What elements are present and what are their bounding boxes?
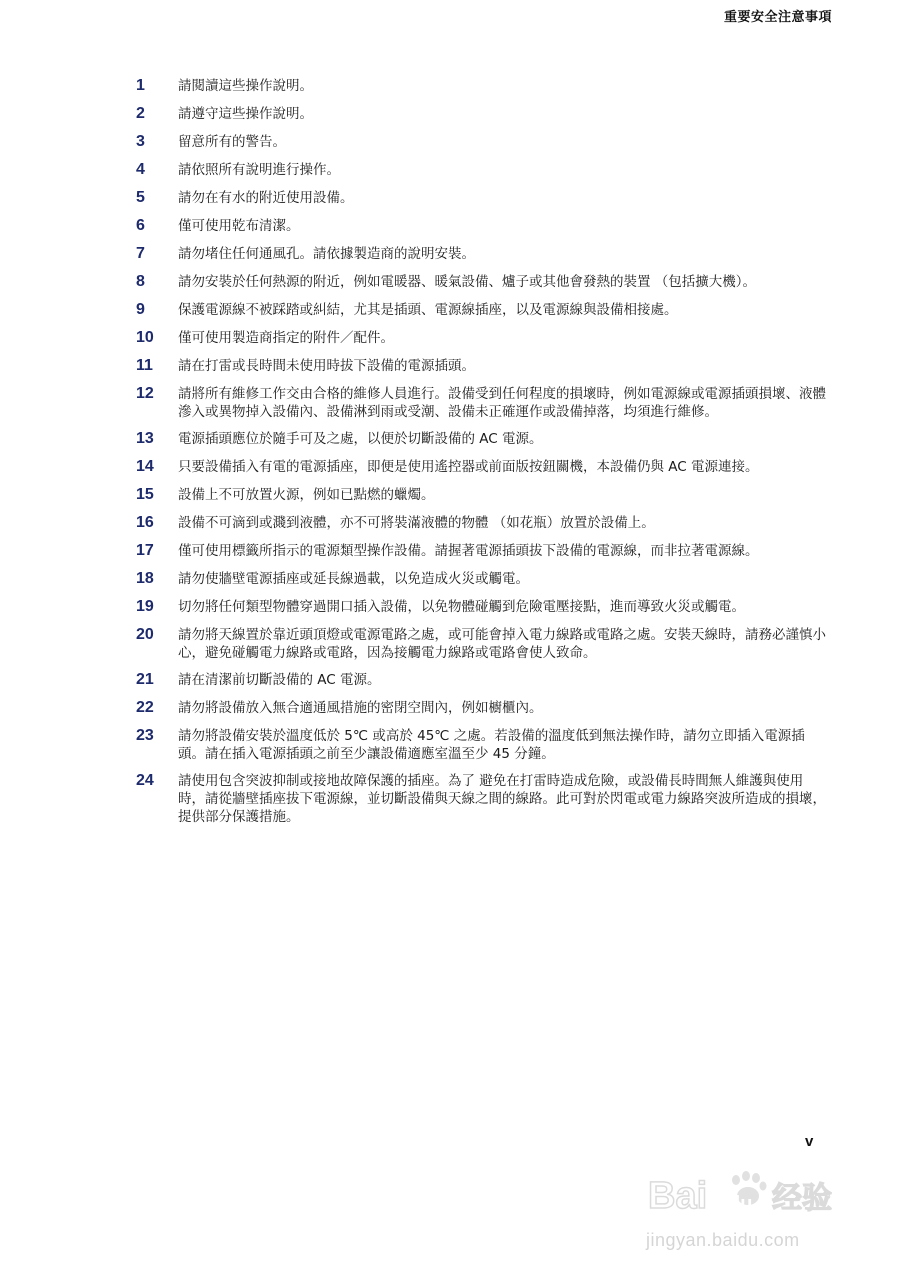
instruction-text: 僅可使用乾布清潔。 <box>178 218 300 234</box>
instruction-number: 19 <box>136 598 154 615</box>
instruction-text: 設備上不可放置火源，例如已點燃的蠟燭。 <box>178 487 435 503</box>
instruction-item <box>136 384 826 421</box>
instruction-text: 切勿將任何類型物體穿過開口插入設備，以免物體碰觸到危險電壓接點，進而導致火災或觸電。 <box>178 599 745 615</box>
baidu-watermark <box>640 1148 860 1258</box>
instruction-text: 請勿在有水的附近使用設備。 <box>178 190 354 206</box>
instruction-number: 9 <box>136 301 145 318</box>
instruction-number: 7 <box>136 245 145 262</box>
instruction-number: 17 <box>136 542 154 559</box>
instruction-number: 21 <box>136 671 154 688</box>
instruction-number: 14 <box>136 458 154 475</box>
instruction-item <box>136 160 826 180</box>
instruction-item <box>136 485 826 505</box>
instruction-item <box>136 513 826 533</box>
watermark-url: jingyan.baidu.com <box>646 1230 800 1250</box>
instruction-number: 16 <box>136 514 154 531</box>
instruction-number: 2 <box>136 105 145 122</box>
instruction-number: 15 <box>136 486 154 503</box>
instruction-text: 保護電源線不被踩踏或糾結，尤其是插頭、電源線插座，以及電源線與設備相接處。 <box>178 302 678 318</box>
instruction-text: 請閱讀這些操作說明。 <box>178 78 313 94</box>
instruction-item <box>136 771 826 826</box>
instruction-text: 請勿堵住任何通風孔。請依據製造商的說明安裝。 <box>178 246 475 262</box>
instruction-text: 電源插頭應位於隨手可及之處，以便於切斷設備的 AC 電源。 <box>178 431 543 447</box>
instruction-item <box>136 76 826 96</box>
instruction-item <box>136 625 826 662</box>
instruction-item <box>136 272 826 292</box>
instruction-text: 請依照所有說明進行操作。 <box>178 162 340 178</box>
instruction-item <box>136 188 826 208</box>
instruction-text: 僅可使用標籤所指示的電源類型操作設備。請握著電源插頭拔下設備的電源線，而非拉著電源線。 <box>178 543 759 559</box>
instruction-number: 24 <box>136 772 154 789</box>
instruction-item <box>136 356 826 376</box>
instruction-text: 請在打雷或長時間未使用時拔下設備的電源插頭。 <box>178 358 475 374</box>
instruction-text: 請在清潔前切斷設備的 AC 電源。 <box>178 672 381 688</box>
instruction-number: 8 <box>136 273 145 290</box>
instruction-text: 請勿使牆壁電源插座或延長線過載，以免造成火災或觸電。 <box>178 571 529 587</box>
instruction-item <box>136 300 826 320</box>
instruction-item <box>136 457 826 477</box>
instruction-number: 11 <box>136 357 153 374</box>
instruction-item <box>136 132 826 152</box>
instruction-text: 設備不可滴到或濺到液體，亦不可將裝滿液體的物體 （如花瓶）放置於設備上。 <box>178 515 655 531</box>
instruction-number: 20 <box>136 626 154 643</box>
instruction-number: 5 <box>136 189 145 206</box>
svg-text:经验: 经验 <box>772 1181 832 1216</box>
instruction-text: 請使用包含突波抑制或接地故障保護的插座。為了 避免在打雷時造成危險，或設備長時間無人維護與使用時，請從牆壁插座拔下電源線，並切斷設備與天線之間的線路。此可對於閃電或電力線路突波所造成的損壞，提供部分保護措施。 <box>178 773 826 825</box>
page-header-title: 重要安全注意事項 <box>723 10 832 25</box>
instruction-item <box>136 104 826 124</box>
instruction-number: 18 <box>136 570 154 587</box>
instruction-number: 1 <box>136 77 145 94</box>
instruction-item <box>136 429 826 449</box>
instruction-item <box>136 328 826 348</box>
instruction-number: 10 <box>136 329 154 346</box>
safety-instructions-list <box>136 76 826 834</box>
instruction-item <box>136 698 826 718</box>
instruction-item <box>136 670 826 690</box>
instruction-text: 請勿將設備放入無合適通風措施的密閉空間內，例如櫥櫃內。 <box>178 700 543 716</box>
instruction-number: 12 <box>136 385 154 402</box>
instruction-number: 4 <box>136 161 145 178</box>
instruction-item <box>136 244 826 264</box>
instruction-number: 23 <box>136 727 154 744</box>
instruction-item <box>136 597 826 617</box>
instruction-text: 請勿安裝於任何熱源的附近，例如電暖器、暖氣設備、爐子或其他會發熱的裝置 （包括擴大機）。 <box>178 274 757 290</box>
page-number: v <box>805 1133 814 1150</box>
instruction-text: 請勿將設備安裝於溫度低於 5℃ 或高於 45℃ 之處。若設備的溫度低到無法操作時，請勿立即插入電源插頭。請在插入電源插頭之前至少讓設備適應室溫至少 45 分鐘。 <box>178 728 805 762</box>
instruction-number: 3 <box>136 133 145 150</box>
instruction-item <box>136 541 826 561</box>
instruction-item <box>136 216 826 236</box>
instruction-item <box>136 569 826 589</box>
instruction-text: 請遵守這些操作說明。 <box>178 106 313 122</box>
instruction-text: 請將所有維修工作交由合格的維修人員進行。設備受到任何程度的損壞時，例如電源線或電源插頭損壞、液體滲入或異物掉入設備內、設備淋到雨或受潮、設備未正確運作或設備掉落，均須進行維修。 <box>178 386 826 420</box>
instruction-text: 只要設備插入有電的電源插座，即便是使用遙控器或前面版按鈕關機，本設備仍與 AC 電源連接。 <box>178 459 759 475</box>
svg-text:du: du <box>728 1193 753 1215</box>
instruction-text: 僅可使用製造商指定的附件／配件。 <box>178 330 394 346</box>
instruction-item <box>136 726 826 763</box>
instruction-number: 6 <box>136 217 145 234</box>
instruction-number: 13 <box>136 430 154 447</box>
svg-text:Bai: Bai <box>648 1175 708 1217</box>
instruction-number: 22 <box>136 699 154 716</box>
instruction-text: 留意所有的警告。 <box>178 134 286 150</box>
instruction-text: 請勿將天線置於靠近頭頂燈或電源電路之處，或可能會掉入電力線路或電路之處。安裝天線時，請務必謹慎小心，避免碰觸電力線路或電路，因為接觸電力線路或電路會使人致命。 <box>178 627 826 661</box>
baidu-jingyan-logo <box>648 1166 848 1226</box>
